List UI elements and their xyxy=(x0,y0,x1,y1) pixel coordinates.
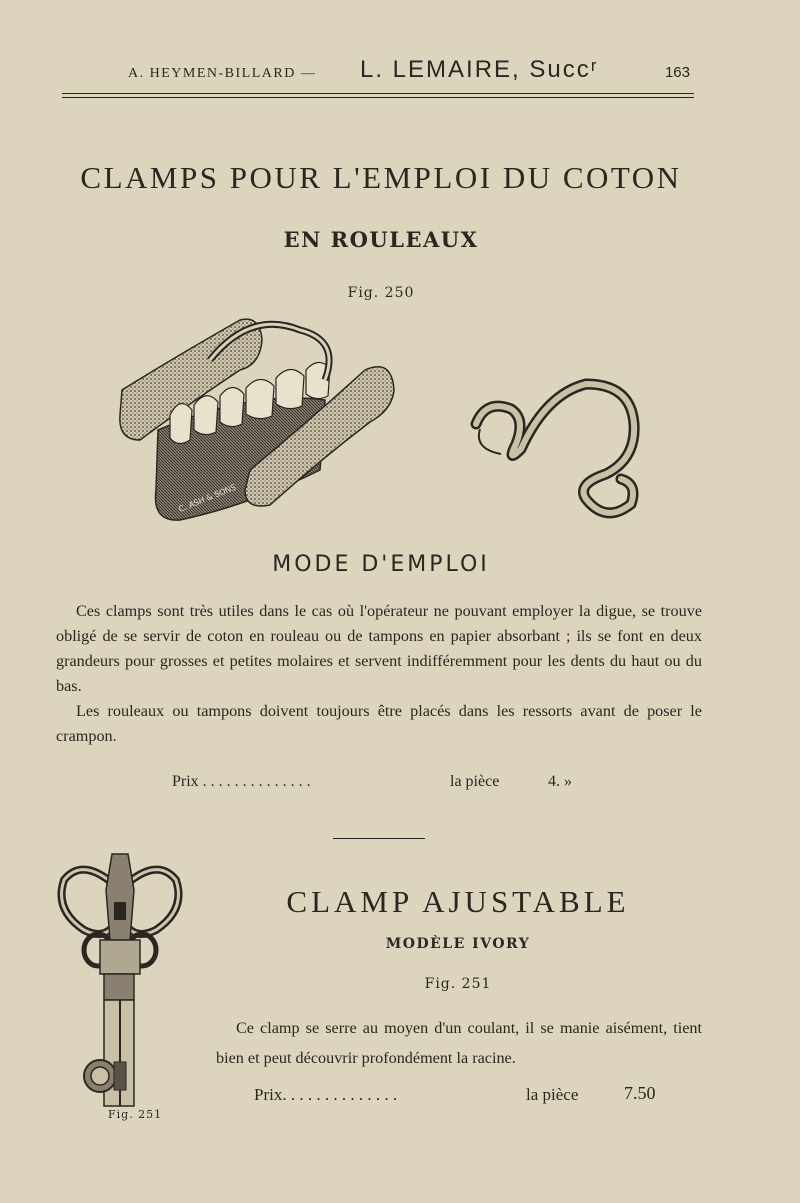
engraving-text: C. ASH & SONS xyxy=(177,482,238,514)
header-successor: L. LEMAIRE, Succʳ xyxy=(360,56,599,83)
figure-250-illustration xyxy=(110,310,410,530)
price-unit-2: la pièce xyxy=(526,1085,579,1104)
clamp-spring-illustration xyxy=(466,374,642,522)
figure-251-caption: Fig. 251 xyxy=(108,1108,163,1121)
section1-subtitle: EN ROULEAUX xyxy=(283,227,479,252)
page-number: 163 xyxy=(664,64,690,81)
page-header xyxy=(62,58,694,88)
instruction-paragraph: Les rouleaux ou tampons doivent toujours être placés dans les ressorts avant de poser le crampon. xyxy=(56,702,702,745)
price-label: Prix . . . . . . . . . . . . . . xyxy=(172,773,311,790)
clamp-ajustable-description: Ce clamp se serre au moyen d'un coulant, il se manie aisément, tient bien et peut découvrir profondément la racine. xyxy=(216,1019,702,1067)
price-value: 4. » xyxy=(548,773,572,790)
figure-251-label: Fig. 251 xyxy=(424,976,492,992)
description-paragraph: Ces clamps sont très utiles dans le cas où l'opérateur ne pouvant employer la digue, se trouve obligé de se servir de coton en rouleau ou de tampons en papier absorbant ; ils se font en deux grandeurs pour grosses et petites molaires et servent indifféremment pour les dents du haut ou du bas. xyxy=(56,602,702,695)
header-rule-thin xyxy=(62,97,694,98)
section-divider xyxy=(333,838,425,839)
section1-title: CLAMPS POUR L'EMPLOI DU COTON xyxy=(80,160,682,195)
mode-emploi-heading: MODE D'EMPLOI xyxy=(272,552,490,577)
section2-subtitle: MODÈLE IVORY xyxy=(385,936,531,952)
section2-title: CLAMP AJUSTABLE xyxy=(286,884,630,919)
header-publisher: A. HEYMEN-BILLARD — xyxy=(128,66,317,81)
price-unit: la pièce xyxy=(450,773,500,790)
figure-250-label: Fig. 250 xyxy=(347,285,415,301)
price-value-2: 7.50 xyxy=(624,1083,656,1103)
figure-251-illustration xyxy=(54,850,186,1112)
header-rule-thick xyxy=(62,93,694,94)
price-label-2: Prix. . . . . . . . . . . . . . xyxy=(254,1085,398,1104)
